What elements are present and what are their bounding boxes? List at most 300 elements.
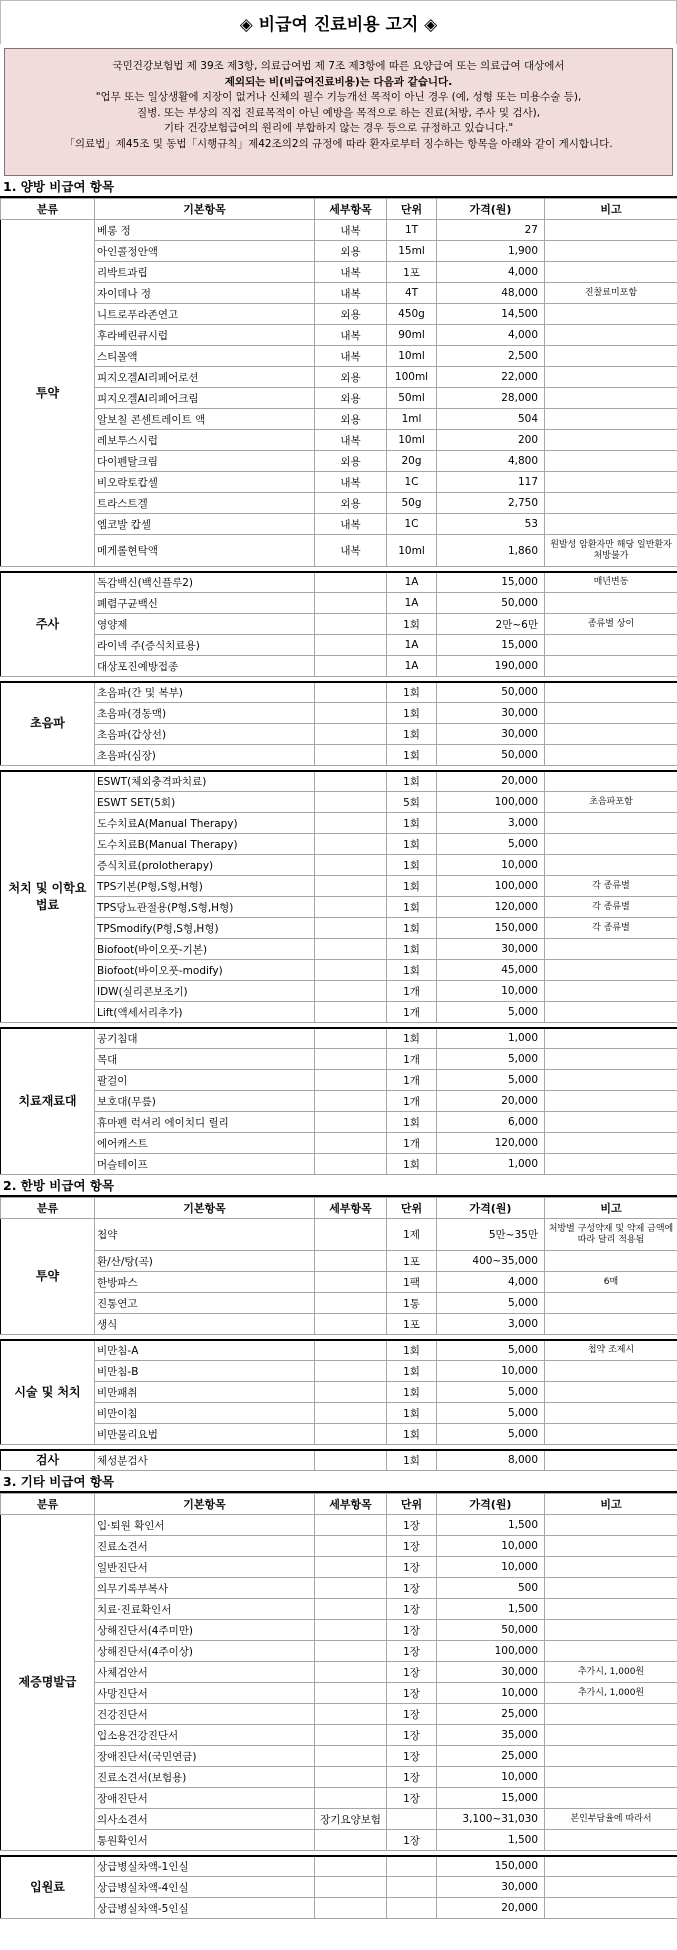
item-note: [545, 409, 677, 430]
item-price: 1,500: [437, 1515, 545, 1536]
item-price: 3,000: [437, 1314, 545, 1335]
item-name: 대상포진예방접종: [95, 656, 315, 677]
item-note: [545, 1515, 677, 1536]
item-name: 비만물리요법: [95, 1424, 315, 1445]
item-name: 통원확인서: [95, 1830, 315, 1851]
item-price: 5,000: [437, 1049, 545, 1070]
item-name: 라이넥 주(증식치료용): [95, 635, 315, 656]
item-note: [545, 1049, 677, 1070]
item-unit: [387, 1877, 437, 1898]
item-price: 15,000: [437, 635, 545, 656]
table-row: [1, 493, 677, 514]
item-price: 50,000: [437, 682, 545, 703]
item-detail: 내복: [315, 514, 387, 535]
item-detail: [315, 1340, 387, 1361]
item-note: [545, 1830, 677, 1851]
item-price: 100,000: [437, 1641, 545, 1662]
table-row: [1, 960, 677, 981]
table-row: [1, 1382, 677, 1403]
item-detail: [315, 1683, 387, 1704]
item-price: 10,000: [437, 1767, 545, 1788]
item-detail: [315, 1272, 387, 1293]
column-header: 세부항목: [315, 199, 387, 220]
item-price: 25,000: [437, 1704, 545, 1725]
item-note: [545, 1091, 677, 1112]
item-name: 환/산/탕(곡): [95, 1251, 315, 1272]
table-row: [1, 241, 677, 262]
category-cell: 초음파: [1, 682, 95, 766]
item-note: 진찰료미포함: [545, 283, 677, 304]
table-row: [1, 283, 677, 304]
item-note: [545, 771, 677, 792]
item-price: 5,000: [437, 1293, 545, 1314]
column-header: 단위: [387, 199, 437, 220]
item-note: [545, 1725, 677, 1746]
table-row: [1, 1683, 677, 1704]
table-row: [1, 1002, 677, 1023]
item-name: 사체검안서: [95, 1662, 315, 1683]
item-name: 머슬테이프: [95, 1154, 315, 1175]
item-note: [545, 834, 677, 855]
item-unit: 1회: [387, 939, 437, 960]
item-note: [545, 981, 677, 1002]
item-price: 150,000: [437, 1856, 545, 1877]
table-row: [1, 1361, 677, 1382]
item-name: TPSmodify(P형,S형,H형): [95, 918, 315, 939]
notice-line: "업무 또는 일상생활에 지장이 없거나 신체의 필수 기능개선 목적이 아닌 경우 (예, 성형 또는 미용수술 등),: [95, 91, 582, 103]
table-row: [1, 1112, 677, 1133]
item-detail: [315, 1314, 387, 1335]
item-note: 추가시, 1,000원: [545, 1662, 677, 1683]
item-detail: 외용: [315, 451, 387, 472]
item-unit: 1C: [387, 472, 437, 493]
column-header: 기본항목: [95, 199, 315, 220]
item-note: [545, 1788, 677, 1809]
column-header: 가격(원): [437, 1494, 545, 1515]
item-price: 2만~6만: [437, 614, 545, 635]
item-price: 50,000: [437, 1620, 545, 1641]
item-unit: 1A: [387, 635, 437, 656]
item-price: 5,000: [437, 1070, 545, 1091]
table-row: [1, 1314, 677, 1335]
item-name: 휴마펜 럭셔리 에이치디 릴리: [95, 1112, 315, 1133]
item-name: 폐렴구균백신: [95, 593, 315, 614]
item-name: TPS기본(P형,S형,H형): [95, 876, 315, 897]
item-price: 50,000: [437, 745, 545, 766]
item-unit: 1장: [387, 1725, 437, 1746]
item-note: [545, 1746, 677, 1767]
item-price: 20,000: [437, 1091, 545, 1112]
item-detail: [315, 939, 387, 960]
fee-table: [0, 1197, 677, 1471]
item-price: 14,500: [437, 304, 545, 325]
item-note: [545, 1856, 677, 1877]
item-note: [545, 1154, 677, 1175]
table-row: [1, 656, 677, 677]
item-detail: [315, 1641, 387, 1662]
item-detail: [315, 1002, 387, 1023]
item-price: 6,000: [437, 1112, 545, 1133]
item-price: 5,000: [437, 1002, 545, 1023]
column-header: 세부항목: [315, 1198, 387, 1219]
notice-line: 질병. 또는 부상의 직접 진료목적이 아닌 예방을 목적으로 하는 진료(처방, 주사 및 검사),: [136, 106, 541, 119]
table-row: [1, 1830, 677, 1851]
item-name: 엠코발 캅셀: [95, 514, 315, 535]
item-name: 장애진단서(국민연금): [95, 1746, 315, 1767]
item-detail: [315, 834, 387, 855]
item-price: 25,000: [437, 1746, 545, 1767]
item-unit: 1T: [387, 220, 437, 241]
item-price: 5,000: [437, 1382, 545, 1403]
item-unit: 1장: [387, 1536, 437, 1557]
item-note: [545, 1403, 677, 1424]
item-note: [545, 472, 677, 493]
table-row: [1, 1557, 677, 1578]
item-price: 15,000: [437, 1788, 545, 1809]
table-row: [1, 876, 677, 897]
table-row: [1, 1450, 677, 1471]
item-detail: 내복: [315, 346, 387, 367]
table-row: [1, 703, 677, 724]
table-header-row: [1, 1198, 677, 1219]
item-detail: 내복: [315, 283, 387, 304]
item-detail: 외용: [315, 409, 387, 430]
item-name: 초음파(경동맥): [95, 703, 315, 724]
table-row: [1, 1403, 677, 1424]
item-detail: 내복: [315, 262, 387, 283]
item-name: Lift(액세서리추가): [95, 1002, 315, 1023]
table-row: [1, 1424, 677, 1445]
item-unit: [387, 1809, 437, 1830]
section-title: 3. 기타 비급여 항목: [0, 1471, 677, 1493]
table-row: [1, 1578, 677, 1599]
item-note: [545, 635, 677, 656]
column-header: 비고: [545, 1494, 677, 1515]
item-unit: 1회: [387, 703, 437, 724]
item-note: [545, 1028, 677, 1049]
item-unit: 1포: [387, 262, 437, 283]
item-name: 도수치료A(Manual Therapy): [95, 813, 315, 834]
item-price: 3,000: [437, 813, 545, 834]
table-row: [1, 834, 677, 855]
item-price: 10,000: [437, 1683, 545, 1704]
table-row: [1, 1620, 677, 1641]
item-note: [545, 304, 677, 325]
item-unit: 1팩: [387, 1272, 437, 1293]
item-price: 5,000: [437, 834, 545, 855]
item-unit: 1장: [387, 1788, 437, 1809]
item-price: 100,000: [437, 876, 545, 897]
item-price: 500: [437, 1578, 545, 1599]
item-price: 28,000: [437, 388, 545, 409]
item-name: 비만패취: [95, 1382, 315, 1403]
item-price: 1,000: [437, 1154, 545, 1175]
item-note: [545, 1293, 677, 1314]
item-name: 상급병실차액-5인실: [95, 1898, 315, 1919]
item-unit: 1장: [387, 1767, 437, 1788]
item-note: 본인부담율에 따라서: [545, 1809, 677, 1830]
item-detail: [315, 1788, 387, 1809]
item-detail: [315, 1515, 387, 1536]
item-name: 입소용건강진단서: [95, 1725, 315, 1746]
table-row: [1, 1049, 677, 1070]
item-price: 4,000: [437, 1272, 545, 1293]
item-name: 다이펜탈크림: [95, 451, 315, 472]
item-name: ESWT(체외충격파치료): [95, 771, 315, 792]
item-unit: 1장: [387, 1746, 437, 1767]
item-unit: 1회: [387, 1340, 437, 1361]
item-unit: 1회: [387, 918, 437, 939]
item-unit: 100ml: [387, 367, 437, 388]
item-name: 트라스트겔: [95, 493, 315, 514]
item-detail: [315, 897, 387, 918]
table-row: [1, 1154, 677, 1175]
item-detail: [315, 1578, 387, 1599]
item-detail: [315, 656, 387, 677]
table-row: [1, 1599, 677, 1620]
item-price: 5,000: [437, 1424, 545, 1445]
item-detail: 장기요양보험: [315, 1809, 387, 1830]
item-note: [545, 1070, 677, 1091]
item-detail: [315, 1662, 387, 1683]
item-price: 2,500: [437, 346, 545, 367]
item-detail: [315, 792, 387, 813]
table-row: [1, 304, 677, 325]
table-row: [1, 1856, 677, 1877]
item-unit: 1회: [387, 876, 437, 897]
item-note: [545, 1641, 677, 1662]
fee-sections: [0, 176, 677, 1919]
item-detail: [315, 813, 387, 834]
item-name: 베롱 정: [95, 220, 315, 241]
item-detail: [315, 1219, 387, 1251]
item-price: 30,000: [437, 724, 545, 745]
item-price: 5,000: [437, 1403, 545, 1424]
category-cell: 투약: [1, 1219, 95, 1335]
item-unit: 20g: [387, 451, 437, 472]
item-unit: 1장: [387, 1515, 437, 1536]
item-name: 알보칠 콘센트레이트 액: [95, 409, 315, 430]
item-detail: [315, 724, 387, 745]
table-row: [1, 813, 677, 834]
column-header: 기본항목: [95, 1494, 315, 1515]
item-detail: [315, 1424, 387, 1445]
column-header: 비고: [545, 1198, 677, 1219]
item-detail: [315, 771, 387, 792]
item-unit: 1회: [387, 1154, 437, 1175]
item-unit: 1회: [387, 745, 437, 766]
item-detail: [315, 572, 387, 593]
item-name: 초음파(갑상선): [95, 724, 315, 745]
item-price: 4,800: [437, 451, 545, 472]
item-name: 스티몰액: [95, 346, 315, 367]
table-row: [1, 1070, 677, 1091]
item-unit: 5회: [387, 792, 437, 813]
item-note: [545, 493, 677, 514]
item-price: 5,000: [437, 1340, 545, 1361]
item-price: 120,000: [437, 1133, 545, 1154]
item-unit: 10ml: [387, 535, 437, 567]
item-unit: 10ml: [387, 430, 437, 451]
item-note: [545, 1620, 677, 1641]
item-detail: [315, 682, 387, 703]
table-row: [1, 325, 677, 346]
category-cell: 제증명발급: [1, 1515, 95, 1851]
item-note: [545, 1767, 677, 1788]
item-note: [545, 1557, 677, 1578]
item-name: Biofoot(바이오풋-modify): [95, 960, 315, 981]
fee-table: [0, 198, 677, 1175]
item-price: 2,750: [437, 493, 545, 514]
column-header: 가격(원): [437, 1198, 545, 1219]
item-detail: [315, 1361, 387, 1382]
item-name: 진료소견서: [95, 1536, 315, 1557]
item-name: 레보투스시럽: [95, 430, 315, 451]
item-unit: 4T: [387, 283, 437, 304]
item-unit: 1회: [387, 1361, 437, 1382]
table-row: [1, 1219, 677, 1251]
item-price: 10,000: [437, 1557, 545, 1578]
item-detail: [315, 960, 387, 981]
item-unit: 50ml: [387, 388, 437, 409]
item-note: [545, 241, 677, 262]
item-detail: [315, 593, 387, 614]
item-note: [545, 1424, 677, 1445]
item-note: [545, 1578, 677, 1599]
table-row: [1, 771, 677, 792]
item-unit: 1회: [387, 1028, 437, 1049]
item-unit: 1회: [387, 855, 437, 876]
column-header: 분류: [1, 1198, 95, 1219]
item-unit: 1회: [387, 1382, 437, 1403]
table-row: [1, 1515, 677, 1536]
item-name: 피지오겔AI리페어로션: [95, 367, 315, 388]
page-title: ◈ 비급여 진료비용 고지 ◈: [0, 0, 677, 44]
notice-line: 「의료법」제45조 및 동법「시행규칙」제42조의2의 규정에 따라 환자로부터 징수하는 항목을 아래와 같이 게시합니다.: [64, 137, 613, 150]
item-price: 504: [437, 409, 545, 430]
item-detail: [315, 635, 387, 656]
notice-line: 제외되는 비(비급여진료비용)는 다음과 같습니다.: [224, 75, 453, 88]
table-row: [1, 918, 677, 939]
item-detail: [315, 1599, 387, 1620]
table-row: [1, 1641, 677, 1662]
item-name: 증식치료(prolotherapy): [95, 855, 315, 876]
item-unit: 1C: [387, 514, 437, 535]
category-cell: 시술 및 처치: [1, 1340, 95, 1445]
table-row: [1, 220, 677, 241]
item-name: 아인콜정안액: [95, 241, 315, 262]
item-price: 5만~35만: [437, 1219, 545, 1251]
item-detail: 외용: [315, 388, 387, 409]
category-cell: 처치 및 이학요법료: [1, 771, 95, 1023]
column-header: 기본항목: [95, 1198, 315, 1219]
item-name: 진통연고: [95, 1293, 315, 1314]
item-detail: 내복: [315, 535, 387, 567]
item-name: 피지오겔AI리페어크림: [95, 388, 315, 409]
table-row: [1, 1133, 677, 1154]
item-name: 입·퇴원 확인서: [95, 1515, 315, 1536]
item-unit: 1회: [387, 614, 437, 635]
item-unit: 1회: [387, 1112, 437, 1133]
item-detail: [315, 745, 387, 766]
item-name: 사망진단서: [95, 1683, 315, 1704]
item-note: 각 종류별: [545, 876, 677, 897]
item-unit: 1개: [387, 981, 437, 1002]
table-row: [1, 614, 677, 635]
item-note: [545, 1599, 677, 1620]
item-note: [545, 1704, 677, 1725]
item-note: [545, 724, 677, 745]
item-detail: [315, 1154, 387, 1175]
item-note: [545, 939, 677, 960]
item-name: 의무기록부복사: [95, 1578, 315, 1599]
item-name: 비오락토캅셀: [95, 472, 315, 493]
column-header: 비고: [545, 199, 677, 220]
item-unit: 1포: [387, 1251, 437, 1272]
item-price: 400~35,000: [437, 1251, 545, 1272]
column-header: 가격(원): [437, 199, 545, 220]
item-price: 4,000: [437, 262, 545, 283]
item-detail: [315, 1830, 387, 1851]
item-price: 10,000: [437, 855, 545, 876]
item-unit: 1회: [387, 771, 437, 792]
item-name: 영양제: [95, 614, 315, 635]
item-detail: [315, 1620, 387, 1641]
table-row: [1, 1536, 677, 1557]
item-name: 팔걸이: [95, 1070, 315, 1091]
item-price: 190,000: [437, 656, 545, 677]
item-price: 20,000: [437, 1898, 545, 1919]
item-price: 10,000: [437, 981, 545, 1002]
item-price: 4,000: [437, 325, 545, 346]
item-name: 도수치료B(Manual Therapy): [95, 834, 315, 855]
notice-line: 기타 건강보험급여의 원리에 부합하지 않는 경우 등으로 규정하고 있습니다.": [163, 122, 514, 134]
item-name: 메게롤현탁액: [95, 535, 315, 567]
table-row: [1, 472, 677, 493]
item-detail: [315, 1133, 387, 1154]
table-row: [1, 792, 677, 813]
item-unit: 1장: [387, 1578, 437, 1599]
item-detail: [315, 1725, 387, 1746]
item-note: [545, 1314, 677, 1335]
item-note: 종류별 상이: [545, 614, 677, 635]
item-detail: [315, 1070, 387, 1091]
item-unit: 1A: [387, 593, 437, 614]
item-unit: 450g: [387, 304, 437, 325]
item-note: [545, 1112, 677, 1133]
item-price: 22,000: [437, 367, 545, 388]
table-row: [1, 939, 677, 960]
item-note: [545, 960, 677, 981]
item-unit: 1개: [387, 1070, 437, 1091]
item-detail: 내복: [315, 220, 387, 241]
item-unit: 1회: [387, 1424, 437, 1445]
item-detail: 외용: [315, 367, 387, 388]
item-detail: [315, 1557, 387, 1578]
item-detail: [315, 1767, 387, 1788]
item-note: [545, 262, 677, 283]
item-detail: [315, 1877, 387, 1898]
table-row: [1, 535, 677, 567]
table-row: [1, 682, 677, 703]
item-unit: 1개: [387, 1133, 437, 1154]
item-detail: 내복: [315, 430, 387, 451]
item-name: 의사소견서: [95, 1809, 315, 1830]
item-note: [545, 855, 677, 876]
item-price: 50,000: [437, 593, 545, 614]
item-price: 150,000: [437, 918, 545, 939]
item-unit: 1장: [387, 1683, 437, 1704]
